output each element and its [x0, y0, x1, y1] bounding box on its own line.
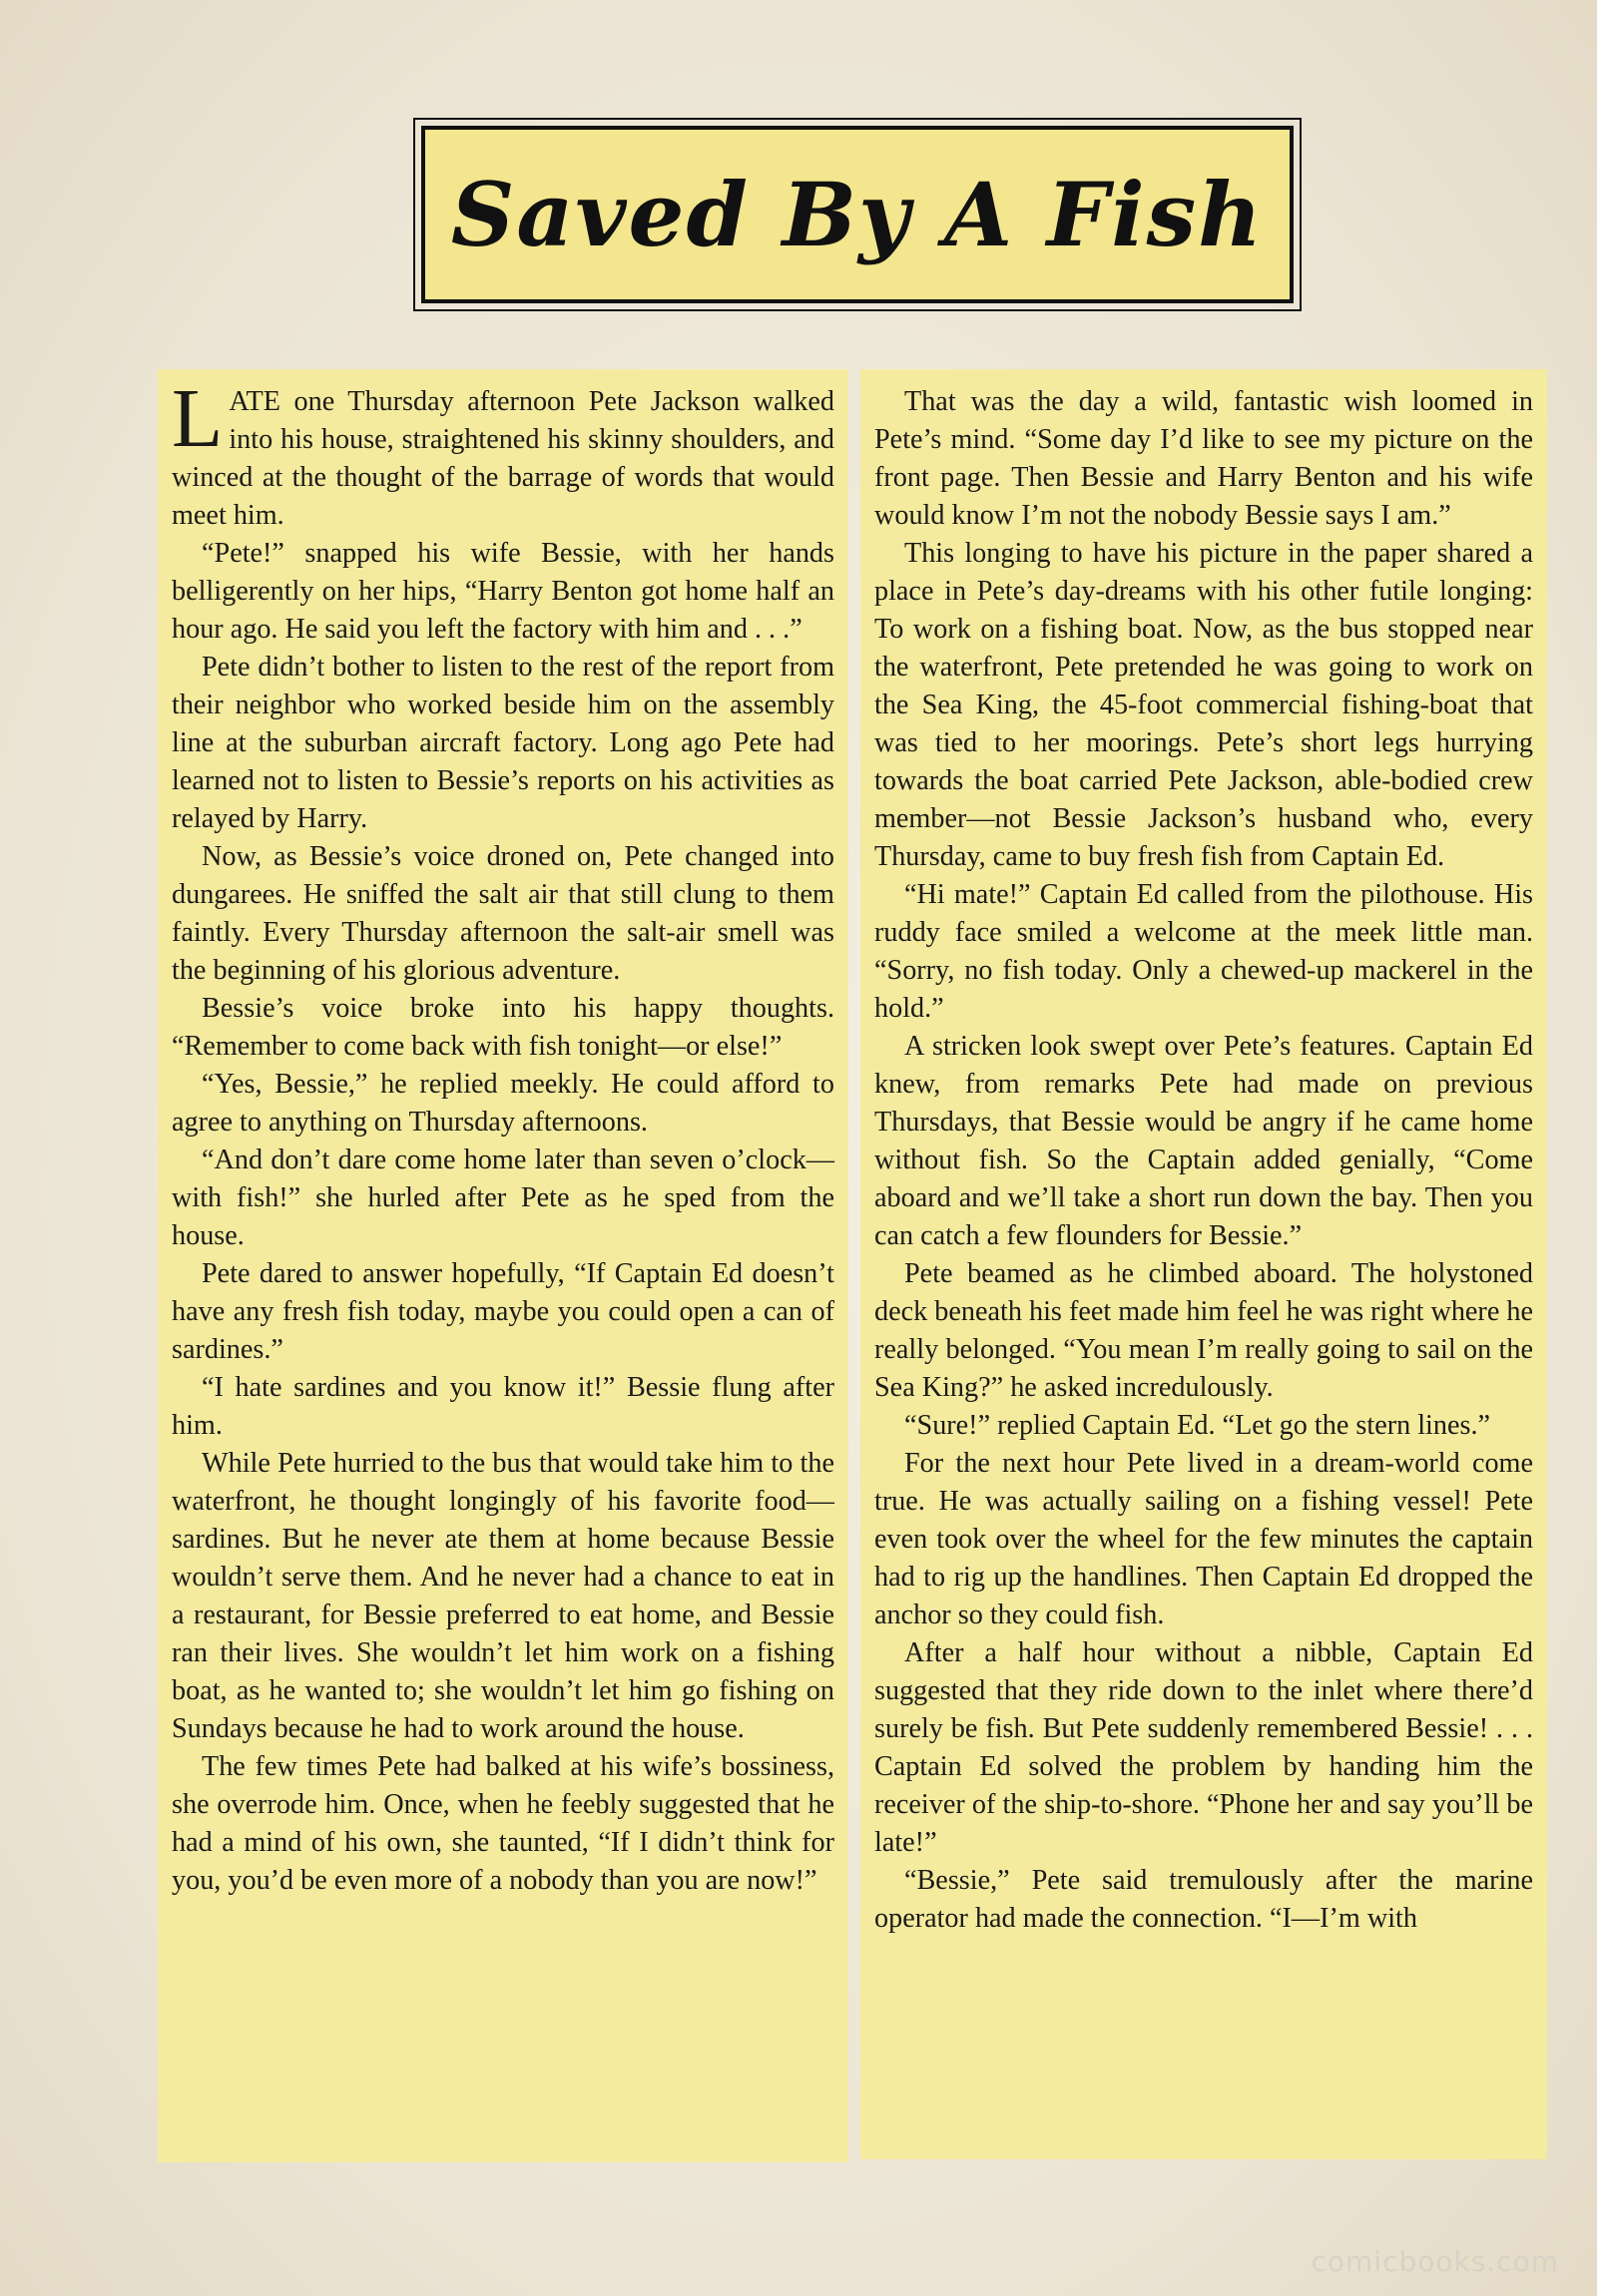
paragraph: “Pete!” snapped his wife Bessie, with her hands belligerently on her hips, “Harry Benton got home half an hour ago. He said you left the factory with him and . . .” — [172, 538, 834, 645]
paragraph — [172, 372, 834, 535]
paragraph: Bessie’s voice broke into his happy thoughts. “Remember to come back with fish tonight—or else!” — [172, 993, 834, 1062]
paragraph: “Hi mate!” Captain Ed called from the pilothouse. His ruddy face smiled a welcome at the meek little man. “Sorry, no fish today. Only a chewed-up mackerel in the hold.” — [874, 879, 1533, 1024]
paragraph: “And don’t dare come home later than seven o’clock—with fish!” she hurled after Pete as he sped from the house. — [172, 1145, 834, 1251]
paragraph: A stricken look swept over Pete’s features. Captain Ed knew, from remarks Pete had made on previous Thursdays, that Bessie would be angry if he came home without fish. So the Captain added genially, “Come aboard and we’ll take a short run down the bay. Then you can catch a few flounders for Bessie.” — [874, 1031, 1533, 1251]
paragraph-text: ATE one Thursday afternoon Pete Jackson walked into his house, straightened his skinny shoulders, and winced at the thought of the barrage of words that would meet him. — [172, 386, 834, 531]
paragraph: This longing to have his picture in the paper shared a place in Pete’s day-dreams with his other futile longing: To work on a fishing boat. Now, as the bus stopped near the waterfront, Pete pretended he was going to work on the Sea King, the 45-foot commercial fishing-boat that was tied to her moorings. Pete’s short legs hurrying towards the boat carried Pete Jackson, able-bodied crew member—not Bessie Jackson’s husband who, every Thursday, came to buy fresh fish from Captain Ed. — [874, 538, 1533, 872]
paragraph: “Yes, Bessie,” he replied meekly. He could afford to agree to anything on Thursday afternoons. — [172, 1069, 834, 1138]
paragraph: Pete beamed as he climbed aboard. The holystoned deck beneath his feet made him feel he was right where he really belonged. “You mean I’m really going to sail on the Sea King?” he asked incredulously. — [874, 1258, 1533, 1403]
right-text-column — [860, 369, 1547, 2159]
paragraph: Now, as Bessie’s voice droned on, Pete changed into dungarees. He sniffed the salt air that still clung to them faintly. Every Thursday afternoon the salt-air smell was the beginning of his glorious adventure. — [172, 841, 834, 986]
title-banner — [421, 126, 1294, 303]
paragraph: Pete dared to answer hopefully, “If Captain Ed doesn’t have any fresh fish today, maybe you could open a can of sardines.” — [172, 1258, 834, 1365]
paragraph: After a half hour without a nibble, Captain Ed suggested that they ride down to the inlet where there’d surely be fish. But Pete suddenly remembered Bessie! . . . Captain Ed solved the problem by handing him the receiver of the ship-to-shore. “Phone her and say you’ll be late!” — [874, 1637, 1533, 1858]
drop-cap: L — [172, 372, 224, 465]
paragraph: “Bessie,” Pete said tremulously after the marine operator had made the connection. “I—I’m with — [874, 1865, 1533, 1934]
paragraph: The few times Pete had balked at his wife’s bossiness, she overrode him. Once, when he feebly suggested that he had a mind of his own, she taunted, “If I didn’t think for you, you’d be even more of a nobody than you are now!” — [172, 1751, 834, 1896]
left-text-column — [158, 369, 848, 2162]
paragraph: While Pete hurried to the bus that would take him to the waterfront, he thought longingly of his favorite food—sardines. But he never ate them at home because Bessie wouldn’t serve them. And he never had a chance to eat in a restaurant, for Bessie preferred to eat home, and Bessie ran their lives. She wouldn’t let him work on a fishing boat, as he wanted to; she wouldn’t let him go fishing on Sundays because he had to work around the house. — [172, 1448, 834, 1744]
watermark: comicbooks.com — [1311, 2245, 1559, 2278]
paragraph: That was the day a wild, fantastic wish loomed in Pete’s mind. “Some day I’d like to see my picture on the front page. Then Bessie and Harry Benton and his wife would know I’m not the nobody Bessie says I am.” — [874, 386, 1533, 531]
story-title: Saved By A Fish — [450, 163, 1265, 266]
paragraph: For the next hour Pete lived in a dream-world come true. He was actually sailing on a fishing vessel! Pete even took over the wheel for the few minutes the captain had to rig up the handlines. Then Captain Ed dropped the anchor so they could fish. — [874, 1448, 1533, 1630]
paragraph: “I hate sardines and you know it!” Bessie flung after him. — [172, 1372, 834, 1441]
paragraph: “Sure!” replied Captain Ed. “Let go the stern lines.” — [904, 1410, 1491, 1441]
paragraph: Pete didn’t bother to listen to the rest of the report from their neighbor who worked beside him on the assembly line at the suburban aircraft factory. Long ago Pete had learned not to listen to Bessie’s reports on his activities as relayed by Harry. — [172, 652, 834, 834]
